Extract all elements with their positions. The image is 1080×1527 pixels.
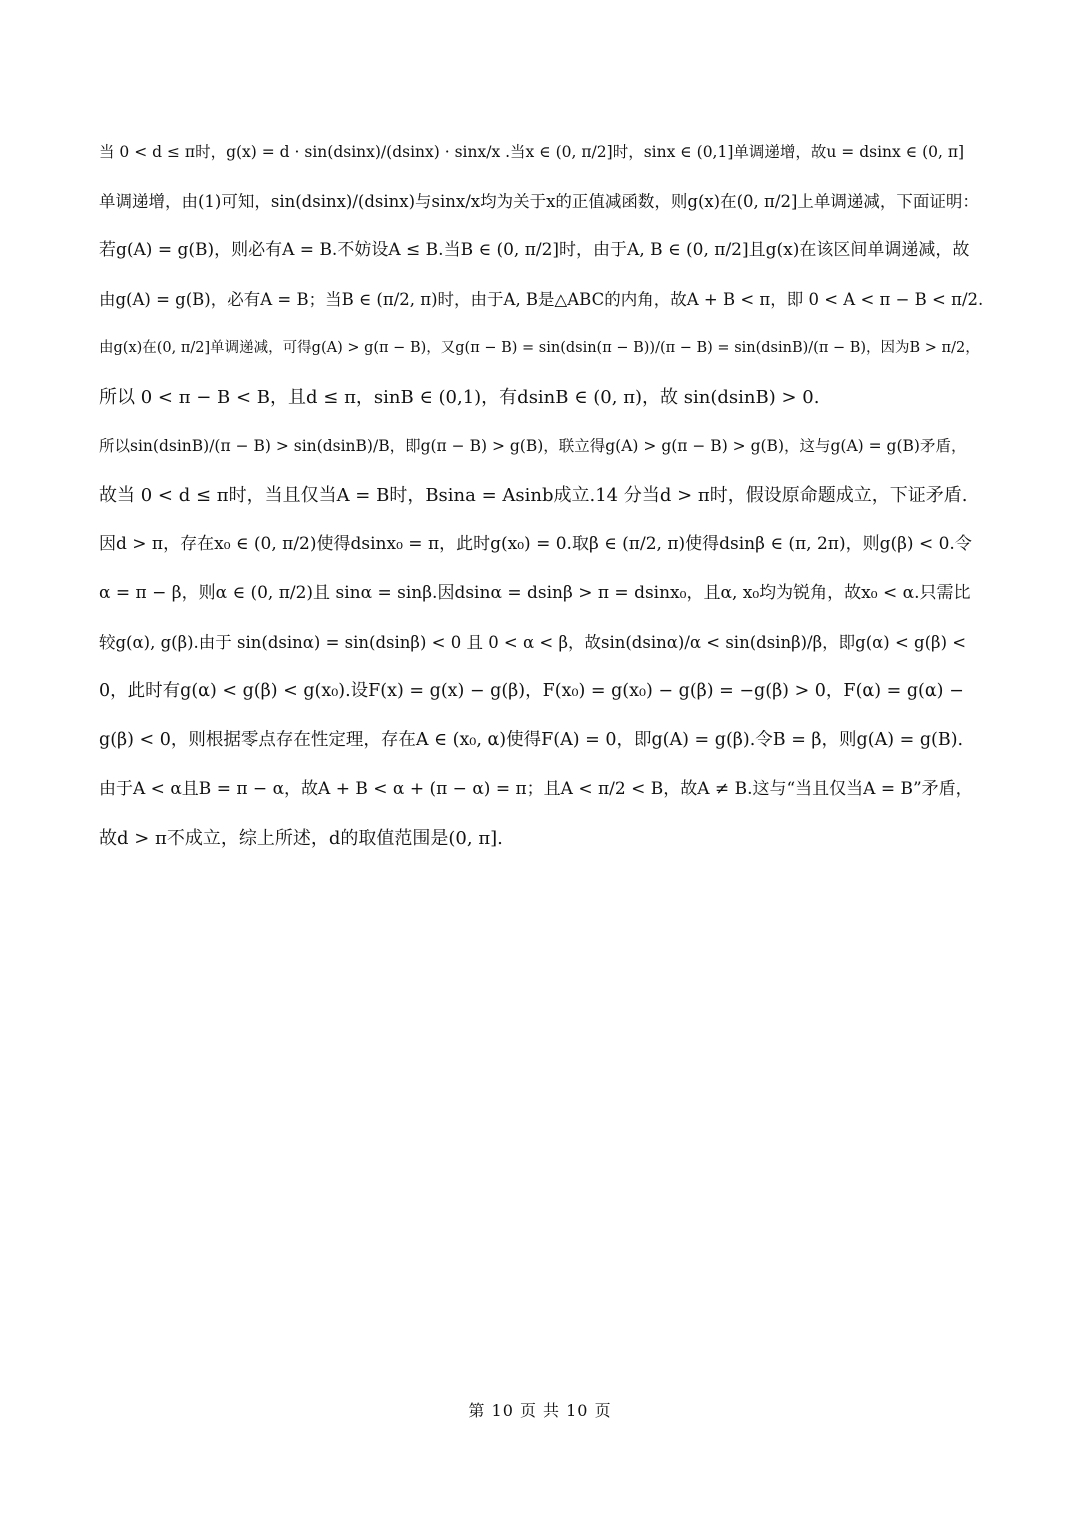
text-line-2: 单调递增，由(1)可知，sin(dsinx)/(dsinx)与sinx/x均为关于x的正值减函数，则g(x)在(0, π/2]上单调递减，下面证明： bbox=[99, 192, 979, 211]
text-line-13: g(β) < 0，则根据零点存在性定理，存在A ∈ (x₀, α)使得F(A) = 0，即g(A) = g(β).令B = β，则g(A) = g(B). bbox=[99, 730, 964, 750]
text-line-7: 所以sin(dsinB)/(π − B) > sin(dsinB)/B，即g(π − B) > g(B)，联立得g(A) > g(π − B) > g(B)，这与g(A) = g(B)矛盾， bbox=[99, 437, 967, 455]
page-number-footer: 第 10 页 共 10 页 bbox=[468, 1401, 612, 1420]
text-line-6: 所以 0 < π − B < B，且d ≤ π，sinB ∈ (0,1)，有dsinB ∈ (0, π)，故 sin(dsinB) > 0. bbox=[99, 387, 820, 408]
text-line-1: 当 0 < d ≤ π时，g(x) = d · sin(dsinx)/(dsinx) · sinx/x .当x ∈ (0, π/2]时，sinx ∈ (0,1]单调递增，故u = dsinx ∈ (0, π] bbox=[99, 143, 965, 161]
text-line-10: α = π − β，则α ∈ (0, π/2)且 sinα = sinβ.因dsinα = dsinβ > π = dsinx₀，且α, x₀均为锐角，故x₀ < α.只需比 bbox=[99, 583, 971, 603]
text-line-15: 故d > π不成立，综上所述，d的取值范围是(0, π]. bbox=[99, 828, 503, 849]
text-line-11: 较g(α), g(β).由于 sin(dsinα) = sin(dsinβ) < 0 且 0 < α < β，故sin(dsinα)/α < sin(dsinβ)/β，即g(α) < g(β) < bbox=[99, 633, 967, 652]
text-line-9: 因d > π，存在x₀ ∈ (0, π/2)使得dsinx₀ = π，此时g(x₀) = 0.取β ∈ (π/2, π)使得dsinβ ∈ (π, 2π)，则g(β) < 0.令 bbox=[99, 534, 972, 554]
solution-text bbox=[99, 128, 983, 863]
text-line-5: 由g(x)在(0, π/2]单调递减，可得g(A) > g(π − B)，又g(π − B) = sin(dsin(π − B))/(π − B) = sin(dsinB)/(π − B)，因为B > π/2， bbox=[99, 340, 980, 356]
text-line-8: 故当 0 < d ≤ π时，当且仅当A = B时，Bsina = Asinb成立.14 分当d > π时，假设原命题成立，下证矛盾. bbox=[99, 485, 968, 506]
text-line-4: 由g(A) = g(B)，必有A = B；当B ∈ (π/2, π)时，由于A, B是△ABC的内角，故A + B < π，即 0 < A < π − B < π/2. bbox=[99, 290, 984, 309]
text-line-12: 0，此时有g(α) < g(β) < g(x₀).设F(x) = g(x) − g(β)，F(x₀) = g(x₀) − g(β) = −g(β) > 0，F(α) = g(α) − bbox=[99, 681, 964, 701]
text-line-14: 由于A < α且B = π − α，故A + B < α + (π − α) = π；且A < π/2 < B，故A ≠ B.这与“当且仅当A = B”矛盾， bbox=[99, 779, 973, 799]
text-line-3: 若g(A) = g(B)，则必有A = B.不妨设A ≤ B.当B ∈ (0, π/2]时，由于A, B ∈ (0, π/2]且g(x)在该区间单调递减，故 bbox=[99, 240, 970, 260]
